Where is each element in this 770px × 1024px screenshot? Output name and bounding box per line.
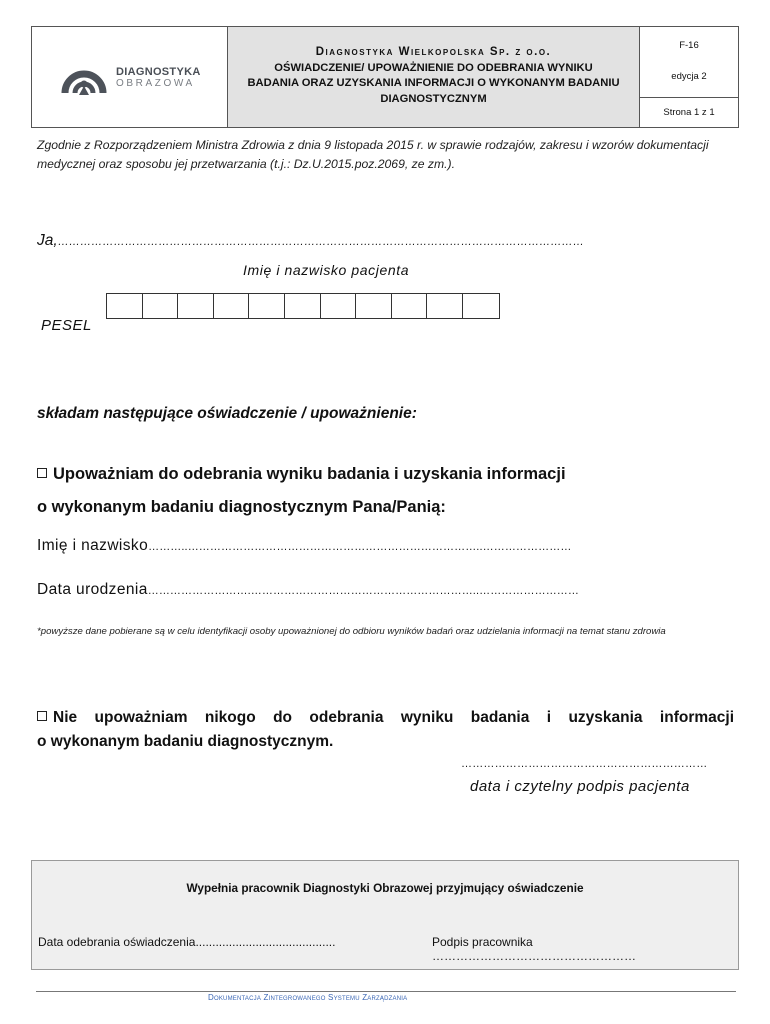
authorization-footnote: *powyższe dane pobierane są w celu identyfikacji osoby upoważnionej do odbioru wyników badań oraz udzielania informacji na temat stanu zdrowia [37, 626, 666, 637]
pesel-cell[interactable] [249, 294, 285, 318]
authorize-option [37, 458, 566, 524]
form-code: F-16 [679, 40, 699, 51]
pesel-cell[interactable] [427, 294, 463, 318]
staff-date-dots[interactable]: .......................................... [195, 935, 336, 949]
decline-line-2: o wykonanym badaniu diagnostycznym. [37, 733, 334, 750]
ja-label: Ja, [37, 232, 58, 249]
title-line-2: BADANIA ORAZ UZYSKANIA INFORMACJI O WYKONANYM BADANIU [247, 77, 620, 89]
authorized-dob-dots[interactable]: ……………………….……………………………………………………..……………………… [147, 585, 580, 597]
logo-text-secondary: OBRAZOWA [116, 78, 195, 89]
staff-signature-label: Podpis pracownika [432, 935, 533, 949]
document-meta-cell [640, 27, 738, 127]
logo-cell [32, 27, 228, 127]
pesel-cell[interactable] [463, 294, 499, 318]
staff-signature-field[interactable] [432, 935, 738, 963]
decline-option [37, 706, 734, 754]
pesel-cell[interactable] [214, 294, 250, 318]
pesel-cell[interactable] [143, 294, 179, 318]
pesel-cell[interactable] [178, 294, 214, 318]
pesel-cell[interactable] [321, 294, 357, 318]
document-header [31, 26, 739, 128]
pesel-label: PESEL [41, 317, 92, 334]
staff-date-label: Data odebrania oświadczenia [38, 935, 196, 949]
company-name: Diagnostyka Wielkopolska Sp. z o.o. [315, 46, 552, 58]
authorize-line-2: o wykonanym badaniu diagnostycznym Pana/Panią: [37, 498, 446, 516]
patient-name-caption: Imię i nazwisko pacjenta [243, 262, 410, 278]
statement-heading: składam następujące oświadczenie / upoważnienie: [37, 405, 417, 422]
footer-text: Dokumentacja Zintegrowanego Systemu Zarządzania [208, 993, 408, 1002]
authorized-name-label: Imię i nazwisko [37, 537, 149, 554]
authorized-dob-field[interactable] [37, 581, 579, 599]
patient-name-line[interactable] [37, 232, 584, 250]
pesel-cell[interactable] [107, 294, 143, 318]
staff-signature-dots[interactable]: …………………………………………… [432, 949, 636, 963]
staff-section-title: Wypełnia pracownik Diagnostyki Obrazowej przyjmujący oświadczenie [186, 881, 584, 895]
pesel-cell[interactable] [356, 294, 392, 318]
pesel-cell[interactable] [285, 294, 321, 318]
legal-basis: Zgodnie z Rozporządzeniem Ministra Zdrowia z dnia 9 listopada 2015 r. w sprawie rodzajów, zakresu i wzorów dokumentacji medycznej oraz sposobu jej przetwarzania (t.j.: Dz.U.2015.poz.2069, ze zm.). [37, 138, 709, 171]
staff-section [31, 860, 739, 970]
title-line-3: DIAGNOSTYCZNYM [380, 92, 487, 105]
pesel-cell[interactable] [392, 294, 428, 318]
authorized-dob-label: Data urodzenia [37, 581, 148, 598]
patient-signature-dots[interactable]: ………………………………………………………… [461, 758, 708, 770]
decline-checkbox[interactable] [37, 711, 47, 721]
staff-date-field[interactable] [38, 935, 335, 949]
patient-name-dots[interactable]: …………………………………………………………………………………………………………………………… [57, 236, 585, 248]
authorized-name-dots[interactable]: ………..……………………………………………………………………..…………………… [148, 541, 572, 553]
pesel-grid[interactable] [106, 293, 500, 319]
footer-rule [36, 991, 736, 992]
authorize-checkbox[interactable] [37, 468, 47, 478]
authorize-line-1: Upoważniam do odebrania wyniku badania i uzyskania informacji [53, 465, 566, 483]
diagnostyka-logo-icon [61, 57, 107, 97]
patient-signature-caption: data i czytelny podpis pacjenta [470, 778, 690, 795]
logo-text-primary: DIAGNOSTYKA [116, 66, 201, 78]
document-title-cell [228, 27, 640, 127]
form-edition: edycja 2 [671, 71, 707, 82]
decline-line-1: Nie upoważniam nikogo do odebrania wyniku badania i uzyskania informacji [53, 709, 734, 726]
title-line-1: OŚWIADCZENIE/ UPOWAŻNIENIE DO ODEBRANIA WYNIKU [274, 61, 593, 74]
page-number: Strona 1 z 1 [640, 97, 738, 127]
authorized-name-field[interactable] [37, 537, 571, 555]
